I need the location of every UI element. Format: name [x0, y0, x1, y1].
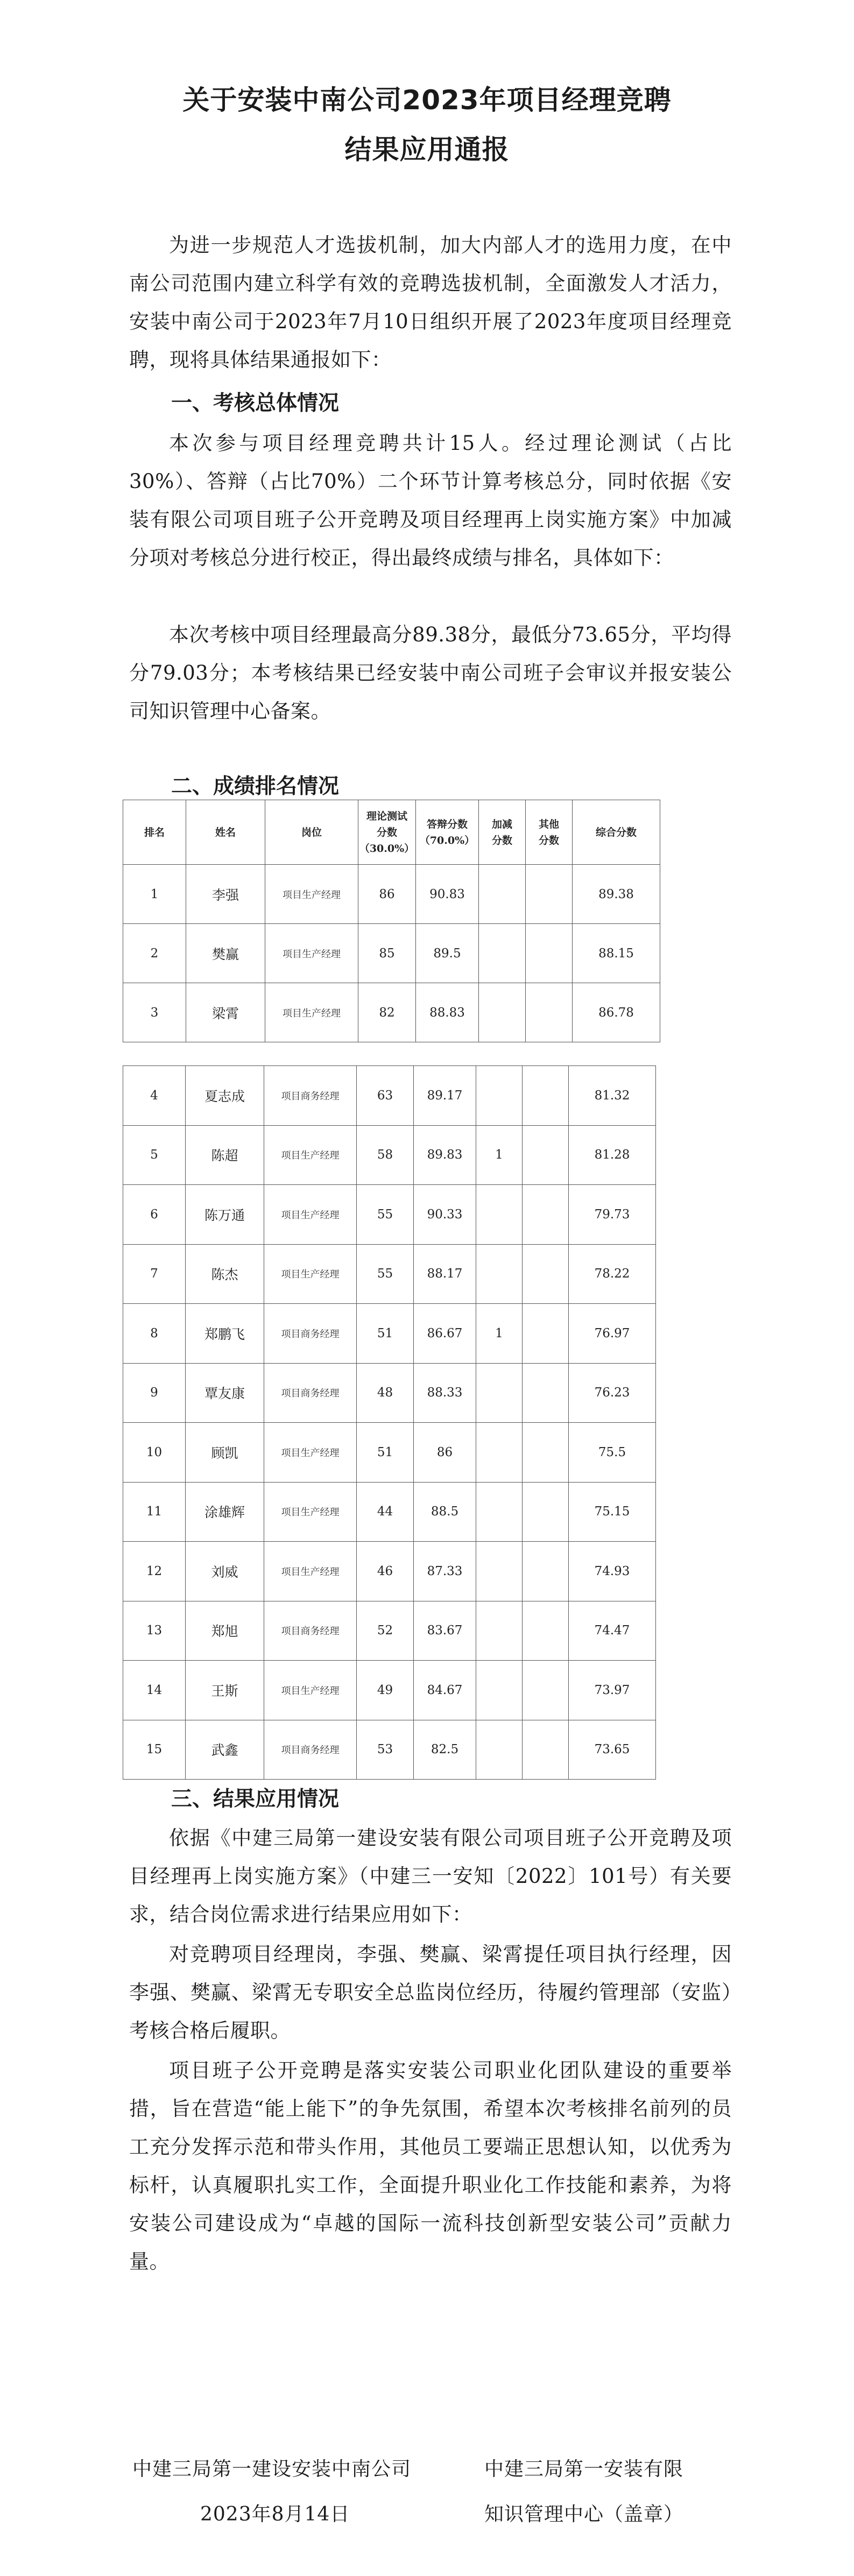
table-row: [123, 983, 660, 1042]
table-row: [123, 1423, 656, 1483]
cell-post: 项目商务经理: [264, 1066, 357, 1126]
header-rank: 排名: [123, 800, 186, 865]
cell-other-score: [523, 1720, 569, 1780]
cell-theory-score: 52: [357, 1601, 414, 1661]
table-row: [123, 924, 660, 983]
cell-other-score: [523, 1661, 569, 1720]
cell-other-score: [523, 1125, 569, 1185]
cell-total-score: 74.47: [569, 1601, 656, 1661]
section1-paragraph-2: 本次考核中项目经理最高分89.38分，最低分73.65分，平均得分79.03分；本考核结果已经安装中南公司班子会审议并报安装公司知识管理中心备案。: [129, 623, 732, 723]
cell-total-score: 89.38: [573, 865, 660, 924]
header-other-line2: 分数: [538, 834, 559, 846]
cell-name: 陈杰: [186, 1244, 264, 1304]
cell-name: 郑鹏飞: [186, 1304, 264, 1364]
table-row: [123, 1661, 656, 1720]
cell-plus-minus-score: [476, 1720, 523, 1780]
cell-defense-score: 86.67: [414, 1304, 476, 1364]
table-row: [123, 1720, 656, 1780]
cell-post: 项目生产经理: [264, 1125, 357, 1185]
cell-rank: 2: [123, 924, 186, 983]
cell-defense-score: 88.83: [416, 983, 479, 1042]
cell-post: 项目生产经理: [265, 865, 358, 924]
cell-other-score: [526, 924, 573, 983]
table-row: [123, 1363, 656, 1423]
cell-theory-score: 55: [357, 1185, 414, 1245]
cell-theory-score: 85: [358, 924, 416, 983]
cell-defense-score: 88.33: [414, 1363, 476, 1423]
cell-defense-score: 84.67: [414, 1661, 476, 1720]
cell-defense-score: 88.5: [414, 1482, 476, 1542]
header-name: 姓名: [186, 800, 265, 865]
cell-theory-score: 86: [358, 865, 416, 924]
section3-heading: 三、结果应用情况: [171, 1787, 340, 1811]
cell-name: 樊赢: [186, 924, 265, 983]
intro-paragraph: 为进一步规范人才选拔机制，加大内部人才的选用力度，在中南公司范围内建立科学有效的竞聘选拔机制，全面激发人才活力，安装中南公司于2023年7月10日组织开展了2023年度项目经理竞聘，现将具体结果通报如下：: [129, 234, 732, 371]
cell-total-score: 88.15: [573, 924, 660, 983]
cell-name: 覃友康: [186, 1363, 264, 1423]
cell-theory-score: 82: [358, 983, 416, 1042]
section1-heading: 一、考核总体情况: [171, 391, 340, 415]
cell-total-score: 86.78: [573, 983, 660, 1042]
cell-post: 项目生产经理: [264, 1661, 357, 1720]
cell-plus-minus-score: [479, 983, 526, 1042]
cell-rank: 7: [123, 1244, 186, 1304]
cell-other-score: [523, 1363, 569, 1423]
cell-rank: 1: [123, 865, 186, 924]
section3-paragraph-1: 依据《中建三局第一建设安装有限公司项目班子公开竞聘及项目经理再上岗实施方案》（中建三一安知〔2022〕101号）有关要求，结合岗位需求进行结果应用如下：: [129, 1826, 732, 1926]
table-row: [123, 1304, 656, 1364]
table-header-row: [123, 800, 660, 865]
header-other-line1: 其他: [538, 818, 559, 830]
cell-total-score: 73.65: [569, 1720, 656, 1780]
header-defense-line2: （70.0%）: [419, 834, 475, 846]
cell-name: 郑旭: [186, 1601, 264, 1661]
cell-total-score: 81.32: [569, 1066, 656, 1126]
cell-other-score: [523, 1423, 569, 1483]
cell-post: 项目商务经理: [264, 1363, 357, 1423]
header-plus-line2: 分数: [491, 834, 512, 846]
table-row: [123, 1244, 656, 1304]
header-theory: [358, 800, 416, 865]
cell-rank: 15: [123, 1720, 186, 1780]
cell-defense-score: 90.33: [414, 1185, 476, 1245]
signature-right-organization: 中建三局第一安装有限: [484, 2458, 684, 2480]
cell-theory-score: 55: [357, 1244, 414, 1304]
cell-defense-score: 89.83: [414, 1125, 476, 1185]
cell-plus-minus-score: [476, 1482, 523, 1542]
cell-post: 项目商务经理: [264, 1601, 357, 1661]
cell-other-score: [523, 1601, 569, 1661]
header-theory-line3: （30.0%）: [359, 842, 415, 855]
header-theory-line1: 理论测试: [366, 810, 407, 822]
cell-theory-score: 49: [357, 1661, 414, 1720]
cell-other-score: [526, 865, 573, 924]
cell-theory-score: 51: [357, 1423, 414, 1483]
section2-heading: 二、成绩排名情况: [171, 774, 340, 799]
header-defense-line1: 答辩分数: [426, 818, 468, 830]
cell-plus-minus-score: [476, 1542, 523, 1601]
cell-total-score: 76.23: [569, 1363, 656, 1423]
cell-defense-score: 88.17: [414, 1244, 476, 1304]
cell-total-score: 79.73: [569, 1185, 656, 1245]
cell-total-score: 74.93: [569, 1542, 656, 1601]
cell-rank: 13: [123, 1601, 186, 1661]
table-row: [123, 1482, 656, 1542]
cell-plus-minus-score: [479, 865, 526, 924]
cell-plus-minus-score: 1: [476, 1125, 523, 1185]
cell-defense-score: 83.67: [414, 1601, 476, 1661]
cell-total-score: 76.97: [569, 1304, 656, 1364]
cell-theory-score: 46: [357, 1542, 414, 1601]
cell-other-score: [526, 983, 573, 1042]
header-post: 岗位: [265, 800, 358, 865]
cell-post: 项目生产经理: [264, 1482, 357, 1542]
cell-theory-score: 58: [357, 1125, 414, 1185]
table-row: [123, 1066, 656, 1126]
cell-plus-minus-score: [476, 1363, 523, 1423]
cell-rank: 9: [123, 1363, 186, 1423]
cell-total-score: 81.28: [569, 1125, 656, 1185]
cell-plus-minus-score: [476, 1244, 523, 1304]
cell-defense-score: 82.5: [414, 1720, 476, 1780]
cell-name: 陈超: [186, 1125, 264, 1185]
score-table-top-body: [123, 865, 660, 1042]
cell-theory-score: 51: [357, 1304, 414, 1364]
header-theory-line2: 分数: [376, 826, 397, 838]
header-defense: [416, 800, 479, 865]
cell-plus-minus-score: [476, 1661, 523, 1720]
cell-post: 项目生产经理: [264, 1423, 357, 1483]
header-plus: [479, 800, 526, 865]
section3-paragraph-2: 对竞聘项目经理岗，李强、樊赢、梁霄提任项目执行经理，因李强、樊赢、梁霄无专职安全总监岗位经历，待履约管理部（安监）考核合格后履职。: [129, 1943, 732, 2042]
cell-rank: 10: [123, 1423, 186, 1483]
cell-rank: 14: [123, 1661, 186, 1720]
cell-theory-score: 63: [357, 1066, 414, 1126]
cell-post: 项目生产经理: [265, 983, 358, 1042]
signature-left-organization: 中建三局第一建设安装中南公司: [132, 2458, 412, 2480]
cell-other-score: [523, 1304, 569, 1364]
cell-post: 项目生产经理: [265, 924, 358, 983]
cell-name: 刘威: [186, 1542, 264, 1601]
cell-defense-score: 86: [414, 1423, 476, 1483]
document-title-line1: 关于安装中南公司2023年项目经理竞聘: [182, 84, 672, 116]
header-other: [526, 800, 573, 865]
cell-post: 项目生产经理: [264, 1244, 357, 1304]
cell-total-score: 75.15: [569, 1482, 656, 1542]
cell-total-score: 73.97: [569, 1661, 656, 1720]
table-row: [123, 865, 660, 924]
header-total: 综合分数: [573, 800, 660, 865]
cell-theory-score: 53: [357, 1720, 414, 1780]
table-row: [123, 1185, 656, 1245]
cell-rank: 8: [123, 1304, 186, 1364]
document-title-line2: 结果应用通报: [344, 134, 510, 165]
section1-paragraph-1: 本次参与项目经理竞聘共计15人。经过理论测试（占比30%）、答辩（占比70%）二个环节计算考核总分，同时依据《安装有限公司项目班子公开竞聘及项目经理再上岗实施方案》中加减分项对考核总分进行校正，得出最终成绩与排名，具体如下：: [129, 432, 732, 569]
cell-name: 梁霄: [186, 983, 265, 1042]
cell-name: 陈万通: [186, 1185, 264, 1245]
cell-defense-score: 89.5: [416, 924, 479, 983]
cell-plus-minus-score: [476, 1066, 523, 1126]
cell-other-score: [523, 1542, 569, 1601]
cell-defense-score: 87.33: [414, 1542, 476, 1601]
cell-post: 项目生产经理: [264, 1185, 357, 1245]
cell-plus-minus-score: [476, 1185, 523, 1245]
cell-rank: 3: [123, 983, 186, 1042]
cell-plus-minus-score: [476, 1423, 523, 1483]
cell-post: 项目生产经理: [264, 1542, 357, 1601]
cell-other-score: [523, 1482, 569, 1542]
cell-name: 涂雄辉: [186, 1482, 264, 1542]
cell-theory-score: 48: [357, 1363, 414, 1423]
table-row: [123, 1601, 656, 1661]
cell-rank: 12: [123, 1542, 186, 1601]
cell-name: 李强: [186, 865, 265, 924]
table-row: [123, 1542, 656, 1601]
cell-other-score: [523, 1066, 569, 1126]
header-plus-line1: 加减: [491, 818, 512, 830]
signature-left-date: 2023年8月14日: [200, 2503, 350, 2525]
cell-plus-minus-score: 1: [476, 1304, 523, 1364]
cell-total-score: 78.22: [569, 1244, 656, 1304]
cell-rank: 11: [123, 1482, 186, 1542]
cell-other-score: [523, 1244, 569, 1304]
cell-name: 顾凯: [186, 1423, 264, 1483]
signature-right-department: 知识管理中心（盖章）: [484, 2503, 684, 2525]
score-table-bottom-body: [123, 1066, 656, 1780]
cell-rank: 5: [123, 1125, 186, 1185]
cell-rank: 4: [123, 1066, 186, 1126]
score-table-top: [123, 800, 660, 1042]
score-table-bottom: [123, 1065, 656, 1780]
cell-other-score: [523, 1185, 569, 1245]
cell-name: 武鑫: [186, 1720, 264, 1780]
cell-post: 项目商务经理: [264, 1304, 357, 1364]
cell-plus-minus-score: [476, 1601, 523, 1661]
cell-name: 王斯: [186, 1661, 264, 1720]
cell-post: 项目商务经理: [264, 1720, 357, 1780]
section3-paragraph-3: 项目班子公开竞聘是落实安装公司职业化团队建设的重要举措，旨在营造“能上能下”的争先氛围，希望本次考核排名前列的员工充分发挥示范和带头作用，其他员工要端正思想认知，以优秀为标杆，认真履职扎实工作，全面提升职业化工作技能和素养，为将安装公司建设成为“卓越的国际一流科技创新型安装公司”贡献力量。: [129, 2059, 732, 2273]
cell-name: 夏志成: [186, 1066, 264, 1126]
cell-defense-score: 89.17: [414, 1066, 476, 1126]
cell-theory-score: 44: [357, 1482, 414, 1542]
cell-total-score: 75.5: [569, 1423, 656, 1483]
cell-plus-minus-score: [479, 924, 526, 983]
cell-rank: 6: [123, 1185, 186, 1245]
cell-defense-score: 90.83: [416, 865, 479, 924]
table-row: [123, 1125, 656, 1185]
